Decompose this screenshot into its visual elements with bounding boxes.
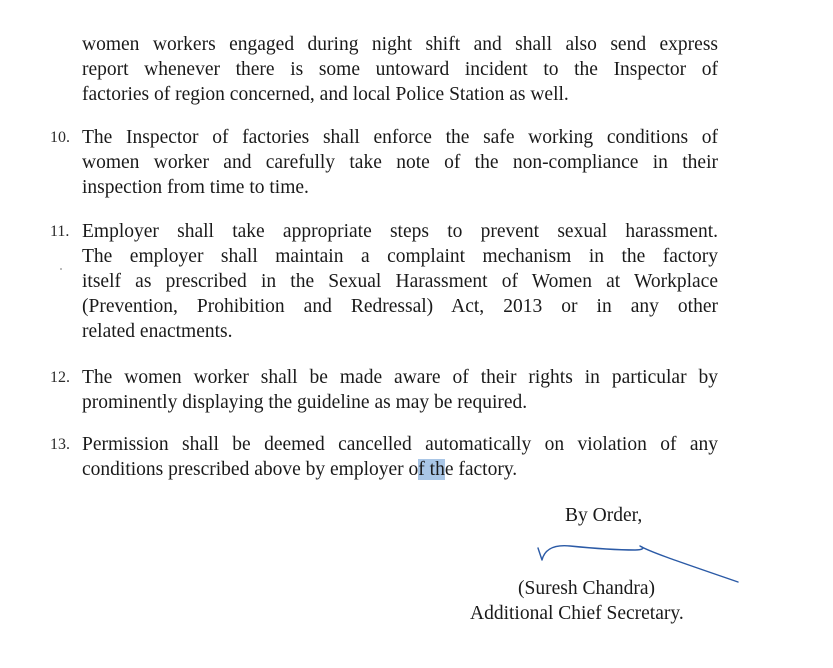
item-number-11: 11. bbox=[50, 223, 70, 240]
by-order-label: By Order, bbox=[565, 505, 643, 526]
item-number-13: 13. bbox=[50, 436, 70, 453]
selection-highlight[interactable]: f th bbox=[418, 459, 445, 480]
text-line: The Inspector of factories shall enforce the safe working conditions of bbox=[82, 127, 718, 148]
text-line: women worker and carefully take note of the non-compliance in their bbox=[82, 152, 718, 173]
item-10-paragraph bbox=[82, 125, 718, 200]
text-segment: conditions prescribed above by employer o bbox=[82, 459, 419, 480]
item-13-paragraph bbox=[82, 432, 718, 482]
text-line: women workers engaged during night shift and shall also send express bbox=[82, 34, 718, 55]
item-number-10: 10. bbox=[50, 129, 70, 146]
text-line: Permission shall be deemed cancelled automatically on violation of any bbox=[82, 434, 718, 455]
signatory-name: (Suresh Chandra) bbox=[518, 578, 656, 599]
scan-speck bbox=[60, 268, 62, 270]
text-line: related enactments. bbox=[82, 321, 233, 342]
intro-paragraph bbox=[82, 32, 718, 107]
item-number-12: 12. bbox=[50, 369, 70, 386]
item-12-paragraph bbox=[82, 365, 718, 415]
signatory-designation: Additional Chief Secretary. bbox=[470, 603, 684, 624]
text-line: inspection from time to time. bbox=[82, 177, 309, 198]
text-segment: e factory. bbox=[444, 459, 518, 480]
text-line: prominently displaying the guideline as may be required. bbox=[82, 392, 528, 413]
text-line: itself as prescribed in the Sexual Harassment of Women at Workplace bbox=[82, 271, 718, 292]
text-line: (Prevention, Prohibition and Redressal) Act, 2013 or in any other bbox=[82, 296, 718, 317]
text-line: Employer shall take appropriate steps to prevent sexual harassment. bbox=[82, 221, 718, 242]
text-line bbox=[82, 457, 718, 482]
text-line: report whenever there is some untoward incident to the Inspector of bbox=[82, 59, 718, 80]
text-line: The women worker shall be made aware of their rights in particular by bbox=[82, 367, 718, 388]
text-line: The employer shall maintain a complaint mechanism in the factory bbox=[82, 246, 718, 267]
item-11-paragraph bbox=[82, 219, 718, 344]
text-line: factories of region concerned, and local Police Station as well. bbox=[82, 84, 569, 105]
